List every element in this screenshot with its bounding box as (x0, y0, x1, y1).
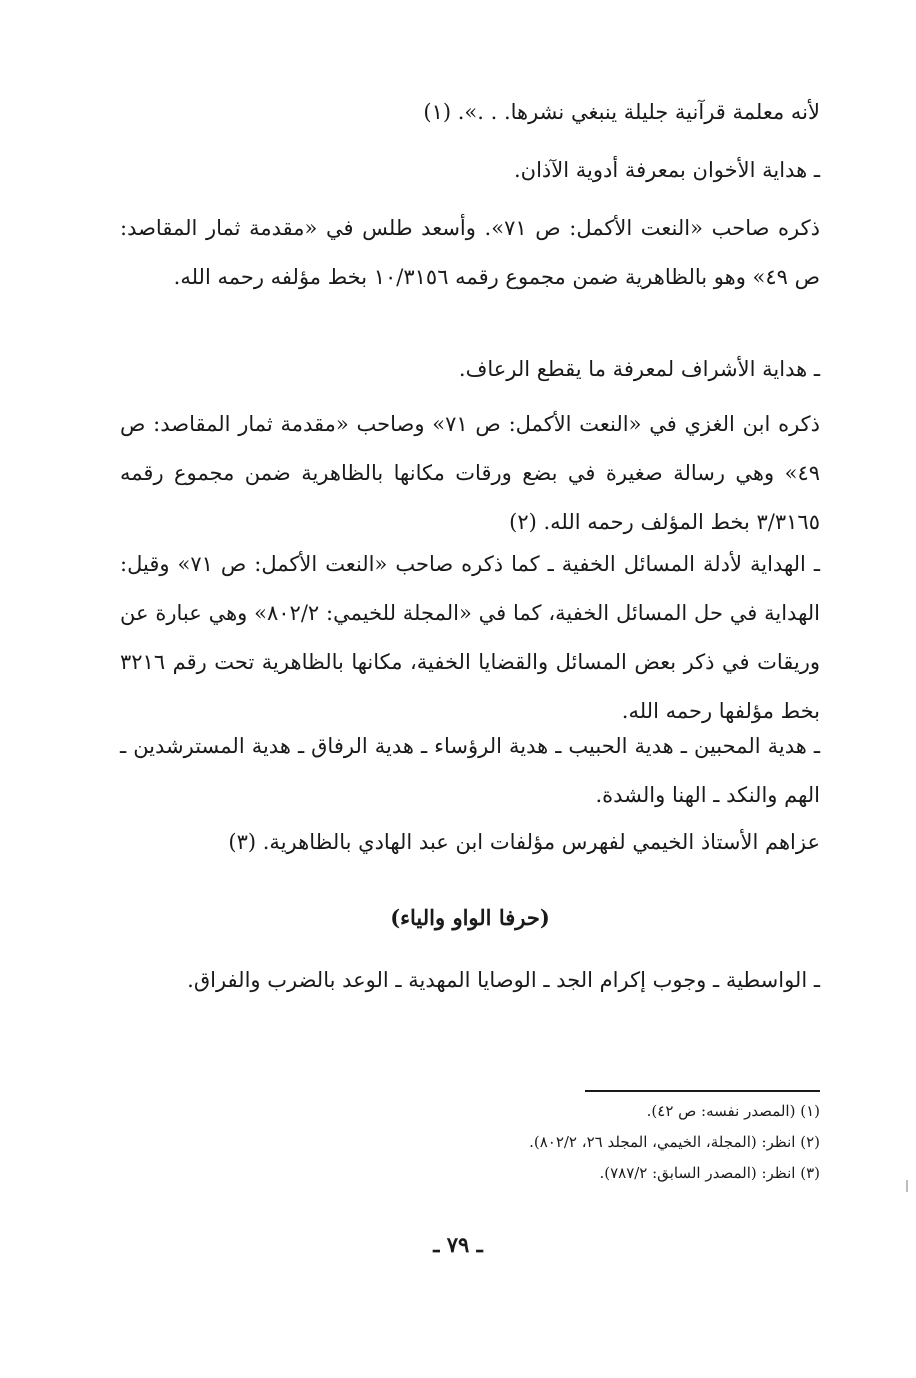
paragraph-3 (120, 204, 820, 302)
paragraph-5 (120, 400, 820, 547)
paragraph-text: ذكره صاحب «النعت الأكمل: ص ٧١». وأسعد طلس في «مقدمة ثمار المقاصد: ص ٤٩» وهو بالظاهرية ضمن مجموع رقمه ١٠/٣١٥٦ بخط مؤلفه رحمه الله. (120, 216, 820, 289)
page-number: ـ ٧٩ ـ (433, 1232, 483, 1257)
paragraph-7 (120, 722, 820, 820)
paragraph-text: ذكره ابن الغزي في «النعت الأكمل: ص ٧١» وصاحب «مقدمة ثمار المقاصد: ص ٤٩» وهي رسالة صغيرة في بضع ورقات مكانها بالظاهرية ضمن مجموع رقمه ٣/٣١٦٥ بخط المؤلف رحمه الله. (٢) (120, 412, 821, 534)
paragraph-text: ـ هداية الأشراف لمعرفة ما يقطع الرعاف. (458, 357, 820, 381)
paragraph-6 (120, 540, 820, 736)
paragraph-text: ـ الواسطية ـ وجوب إكرام الجد ـ الوصايا المهدية ـ الوعد بالضرب والفراق. (187, 968, 820, 992)
paragraph-text: ـ هدية المحبين ـ هدية الحبيب ـ هدية الرؤساء ـ هدية الرفاق ـ هدية المسترشدين ـ الهم والنكد ـ الهنا والشدة. (120, 734, 820, 807)
paragraph-2 (120, 146, 820, 195)
footnote-divider (585, 1090, 820, 1092)
paragraph-text: ـ هداية الأخوان بمعرفة أدوية الآذان. (514, 158, 820, 182)
paragraph-8 (120, 818, 820, 867)
paragraph-text: لأنه معلمة قرآنية جليلة ينبغي نشرها. . .». (١) (423, 100, 820, 124)
footnotes (300, 1096, 820, 1189)
paragraph-1 (120, 88, 820, 137)
paragraph-4 (120, 345, 820, 394)
footnote-1: (١) (المصدر نفسه: ص ٤٢). (646, 1102, 820, 1120)
section-heading: (حرفا الواو والياء) (390, 905, 550, 930)
scan-margin-mark (906, 1180, 908, 1192)
paragraph-final (120, 956, 820, 1005)
paragraph-text: عزاهم الأستاذ الخيمي لفهرس مؤلفات ابن عبد الهادي بالظاهرية. (٣) (228, 830, 820, 854)
footnote-2: (٢) انظر: (المجلة، الخيمي، المجلد ٢٦، ٨٠٢/٢). (529, 1133, 820, 1151)
paragraph-text: ـ الهداية لأدلة المسائل الخفية ـ كما ذكره صاحب «النعت الأكمل: ص ٧١» وقيل: الهداية في حل المسائل الخفية، كما في «المجلة للخيمي: ٨٠٢/٢» وهي عبارة عن وريقات في ذكر بعض المسائل والقضايا الخفية، مكانها بالظاهرية تحت رقم ٣٢١٦ بخط مؤلفها رحمه الله. (120, 552, 820, 723)
footnote-3: (٣) انظر: (المصدر السابق: ٧٨٧/٢). (599, 1164, 820, 1182)
